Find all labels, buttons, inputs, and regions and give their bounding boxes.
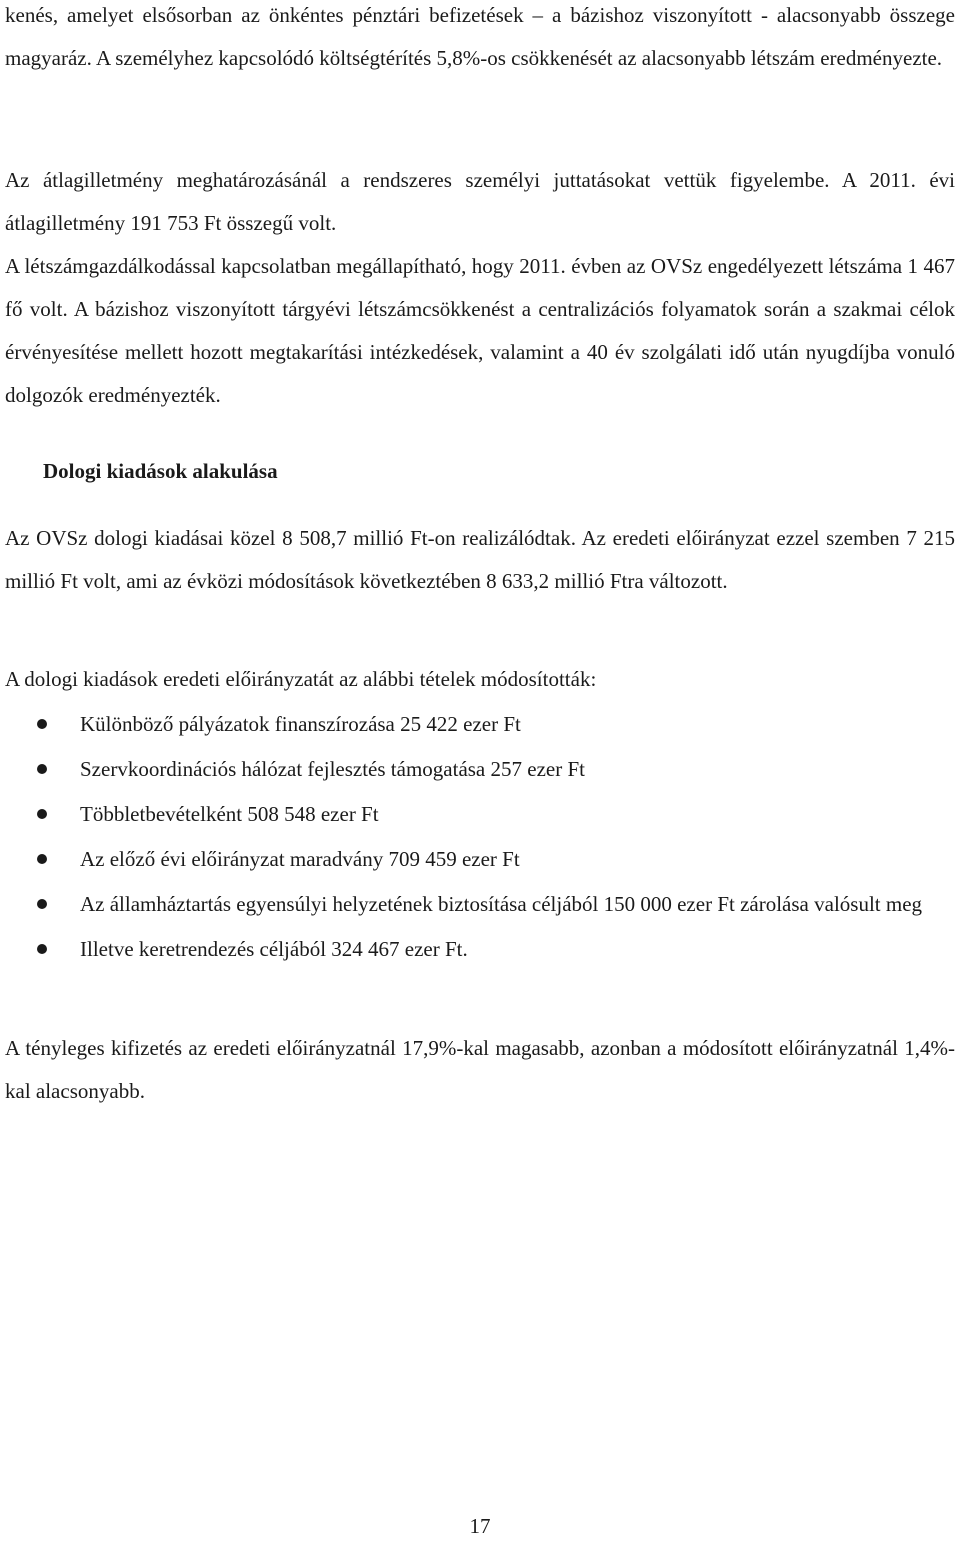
section-heading: Dologi kiadások alakulása — [43, 459, 278, 483]
paragraph-material-expenses: Az OVSz dologi kiadásai közel 8 508,7 millió Ft-on realizálódtak. Az eredeti előirányzat ezzel szemben 7 215 millió Ft volt, ami az évközi módosítások következtében 8 633,2 millió Ftra változott. — [5, 526, 955, 593]
list-item-text: Az államháztartás egyensúlyi helyzetének biztosítása céljából 150 000 ezer Ft zárolása valósult meg — [80, 892, 923, 916]
document-page — [5, 0, 955, 1537]
bullet-icon — [37, 764, 47, 774]
list-item — [5, 703, 955, 746]
list-item — [5, 793, 955, 836]
list-item — [5, 748, 955, 791]
bullet-icon — [37, 719, 47, 729]
bullet-icon — [37, 854, 47, 864]
bullet-icon — [37, 899, 47, 909]
list-item-text: Különböző pályázatok finanszírozása 25 422 ezer Ft — [80, 712, 521, 736]
list-item-text: Szervkoordinációs hálózat fejlesztés támogatása 257 ezer Ft — [80, 757, 585, 781]
bullet-icon — [37, 809, 47, 819]
bullet-icon — [37, 944, 47, 954]
page-number: 17 — [469, 1514, 491, 1538]
paragraph-headcount: A létszámgazdálkodással kapcsolatban megállapítható, hogy 2011. évben az OVSz engedélyezett létszáma 1 467 fő volt. A bázishoz viszonyított tárgyévi létszámcsökkenést a centralizációs folyamatok során a szakmai célok érvényesítése mellett hozott megtakarítási intézkedések, valamint a 40 év szolgálati idő után nyugdíjba vonuló dolgozók eredményezték. — [5, 254, 955, 407]
list-item-text: Az előző évi előirányzat maradvány 709 459 ezer Ft — [80, 847, 520, 871]
paragraph-average-salary: Az átlagilletmény meghatározásánál a rendszeres személyi juttatásokat vettük figyelembe. A 2011. évi átlagilletmény 191 753 Ft összegű volt. — [5, 168, 955, 235]
list-item — [5, 838, 955, 881]
paragraph-modifications-intro: A dologi kiadások eredeti előirányzatát az alábbi tételek módosították: — [5, 667, 597, 691]
paragraph-staff-costs: kenés, amelyet elsősorban az önkéntes pénztári befizetések – a bázishoz viszonyított - alacsonyabb összege magyaráz. A személyhez kapcsolódó költségtérítés 5,8%-os csökkenését az alacsonyabb létszám eredményezte. — [5, 3, 955, 70]
list-item-text: Többletbevételként 508 548 ezer Ft — [80, 802, 379, 826]
list-item-text: Illetve keretrendezés céljából 324 467 ezer Ft. — [80, 937, 468, 961]
paragraph-actual-payment: A tényleges kifizetés az eredeti előirányzatnál 17,9%-kal magasabb, azonban a módosított előirányzatnál 1,4%-kal alacsonyabb. — [5, 1036, 955, 1103]
list-item — [5, 928, 955, 971]
modification-list — [5, 703, 955, 971]
list-item — [5, 883, 955, 926]
